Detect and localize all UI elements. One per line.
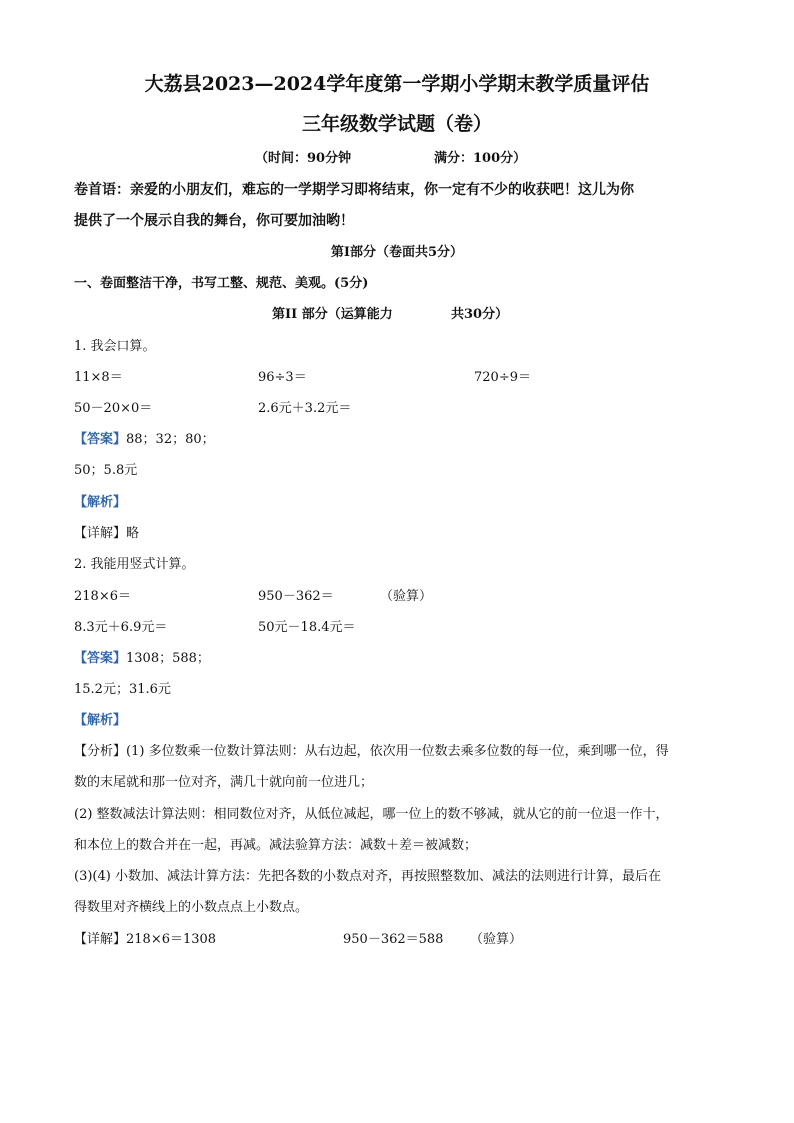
q2-detail-b: 950－362＝588 (343, 932, 444, 947)
q2-answer-line (74, 650, 210, 668)
part2-heading: 第II 部分（运算能力 (272, 307, 393, 322)
q1-detail-text: 略 (126, 526, 140, 541)
part2-heading-score: 共30分） (451, 307, 509, 322)
q2-detail-a: 218×6＝1308 (126, 932, 217, 947)
q2-expression: 218×6＝ (74, 589, 131, 604)
part1-item: 一、卷面整洁干净，书写工整、规范、美观。(5分) (74, 276, 369, 291)
q2-analysis-1a (74, 743, 669, 761)
detail-tag: 【详解】 (74, 526, 127, 541)
q1-analysis-line (74, 494, 126, 512)
exam-title: 大荔县2023—2024学年度第一学期小学期末教学质量评估 (144, 73, 650, 95)
analysis-label: 【分析】 (74, 744, 127, 759)
q1-detail-line (74, 525, 139, 543)
part1-heading: 第I部分（卷面共5分） (330, 245, 464, 260)
q2-analysis-line (74, 712, 126, 730)
answer-tag: 【答案】 (74, 651, 127, 666)
q1-answer-values-2: 50；5.8元 (74, 463, 138, 478)
time-info: （时间：90分钟 (255, 151, 352, 166)
q1-prompt: 1. 我会口算。 (74, 339, 156, 354)
q2-analysis-3a: (3)(4) 小数加、减法计算方法：先把各数的小数点对齐，再按照整数加、减法的法则进行计算，最后在 (74, 869, 661, 884)
q2-check-note: （验算） (380, 589, 433, 604)
q2-answer-values: 1308；588； (126, 651, 210, 666)
q1-expression: 2.6元＋3.2元＝ (258, 401, 352, 416)
preface-line-2: 提供了一个展示自我的舞台，你可要加油哟！ (74, 213, 354, 229)
q1-answer-line (74, 431, 215, 449)
q2-analysis-1b: 数的末尾就和那一位对齐，满几十就向前一位进几； (74, 775, 374, 790)
answer-tag: 【答案】 (74, 432, 127, 447)
q2-analysis-2b: 和本位上的数合并在一起，再减。减法验算方法：减数＋差＝被减数； (74, 838, 478, 853)
detail-tag: 【详解】 (74, 932, 127, 947)
q1-expression: 96÷3＝ (258, 370, 307, 385)
q2-answer-values-2: 15.2元；31.6元 (74, 682, 171, 697)
score-info: 满分：100分） (434, 151, 527, 166)
analysis-text: (1) 多位数乘一位数计算法则：从右边起，依次用一位数去乘多位数的每一位，乘到哪一位，得 (126, 744, 669, 759)
q2-analysis-2a: (2) 整数减法计算法则：相同数位对齐，从低位减起，哪一位上的数不够减，就从它的前一位退一作十， (74, 807, 669, 822)
q2-prompt: 2. 我能用竖式计算。 (74, 557, 195, 572)
exam-subtitle: 三年级数学试题（卷） (301, 113, 492, 135)
q2-expression: 8.3元＋6.9元＝ (74, 620, 168, 635)
q2-analysis-3b: 得数里对齐横线上的小数点点上小数点。 (74, 900, 309, 915)
analysis-tag: 【解析】 (74, 495, 127, 510)
q1-expression: 50－20×0＝ (74, 401, 153, 416)
preface-line-1: 卷首语：亲爱的小朋友们，难忘的一学期学习即将结束，你一定有不少的收获吧！这儿为你 (74, 182, 634, 198)
q2-detail-line (74, 931, 216, 949)
q2-expression: 950－362＝ (258, 589, 334, 604)
analysis-tag: 【解析】 (74, 713, 127, 728)
q1-expression: 720÷9＝ (474, 370, 531, 385)
q1-expression: 11×8＝ (74, 370, 123, 385)
q2-expression: 50元－18.4元＝ (258, 620, 356, 635)
q2-detail-check-note: （验算） (470, 932, 523, 947)
q1-answer-values: 88；32；80； (126, 432, 215, 447)
